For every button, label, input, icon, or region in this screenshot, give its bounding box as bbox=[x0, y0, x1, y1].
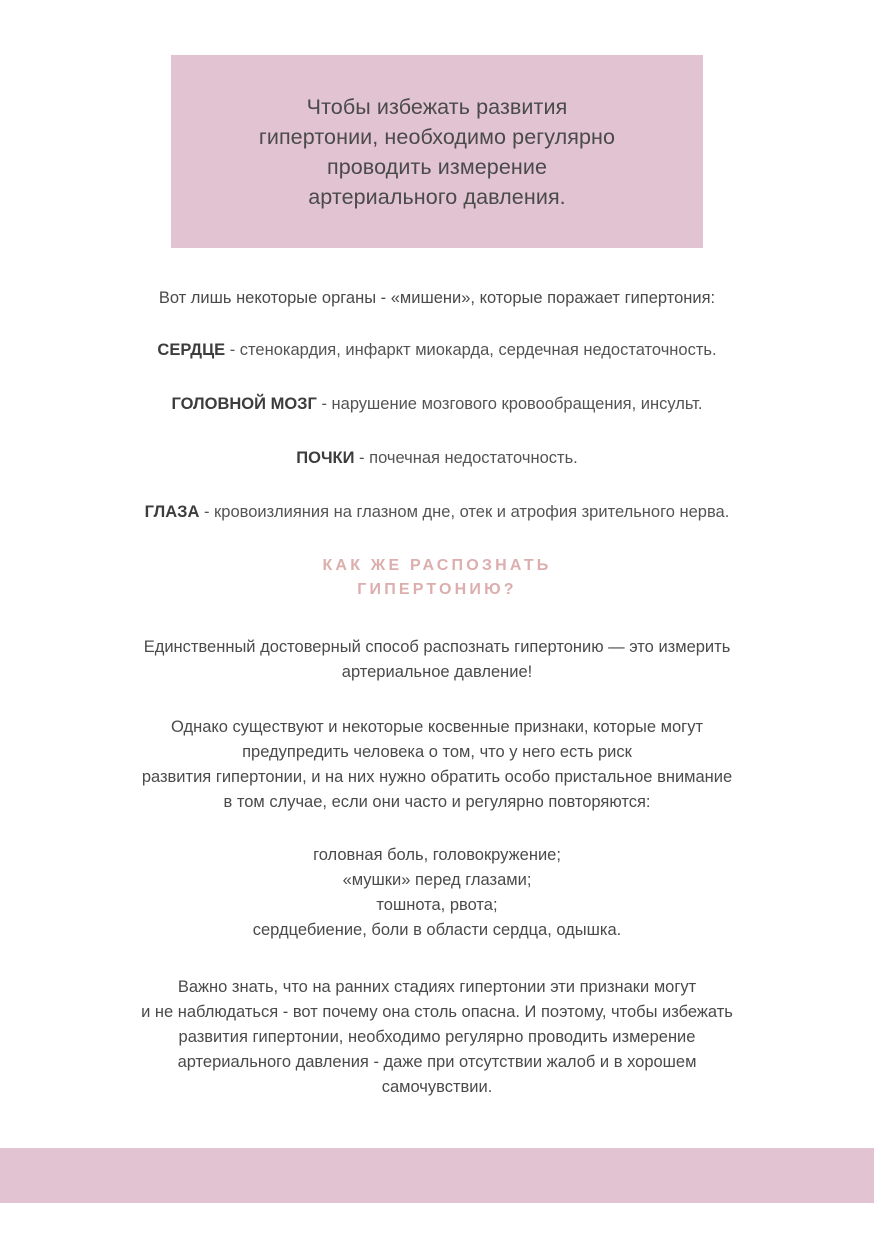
organ-separator-brain: - bbox=[316, 395, 332, 413]
paragraph-signs-line-3: развития гипертонии, и на них нужно обратить особо пристальное внимание bbox=[141, 768, 733, 786]
organ-separator-heart: - bbox=[225, 341, 240, 359]
paragraph-final-line-1: Важно знать, что на ранних стадиях гипертонии эти признаки могут bbox=[177, 978, 697, 996]
header-callout-text bbox=[233, 92, 641, 212]
symptom-item-1: головная боль, головокружение; bbox=[313, 846, 561, 864]
organ-description-eyes: кровоизлияния на глазном дне, отек и атрофия зрительного нерва. bbox=[214, 503, 730, 521]
header-line-1: Чтобы избежать развития bbox=[306, 94, 568, 119]
organ-description-kidneys: почечная недостаточность. bbox=[369, 449, 578, 467]
section-heading bbox=[0, 554, 874, 602]
organ-name-heart: СЕРДЦЕ bbox=[157, 341, 226, 359]
paragraph-signs-line-1: Однако существуют и некоторые косвенные признаки, которые могут bbox=[170, 718, 703, 736]
organ-description-heart: стенокардия, инфаркт миокарда, сердечная недостаточность. bbox=[239, 341, 717, 359]
header-line-3: проводить измерение bbox=[326, 154, 548, 179]
symptom-item-2: «мушки» перед глазами; bbox=[342, 871, 532, 889]
organ-row-eyes bbox=[0, 500, 874, 524]
target-organs-list bbox=[0, 338, 874, 524]
symptoms-list bbox=[0, 843, 874, 943]
header-line-4: артериального давления. bbox=[308, 184, 566, 209]
paragraph-final-line-3: развития гипертонии, необходимо регулярно проводить измерение bbox=[178, 1028, 696, 1046]
organ-row-kidneys bbox=[0, 446, 874, 470]
paragraph-method-line-2: артериальное давление! bbox=[341, 663, 533, 681]
lead-paragraph: Вот лишь некоторые органы - «мишени», которые поражает гипертония: bbox=[158, 289, 716, 307]
organ-separator-kidneys: - bbox=[354, 449, 370, 467]
paragraph-signs-line-2: предупредить человека о том, что у него есть риск bbox=[242, 743, 632, 761]
paragraph-final-line-4: артериального давления - даже при отсутствии жалоб и в хорошем bbox=[177, 1053, 697, 1071]
paragraph-final-line-5: самочувствии. bbox=[381, 1078, 493, 1096]
symptom-item-4: сердцебиение, боли в области сердца, одышка. bbox=[252, 921, 622, 939]
paragraph-signs bbox=[0, 715, 874, 815]
document-body bbox=[0, 248, 874, 1100]
organ-name-eyes: ГЛАЗА bbox=[144, 503, 200, 521]
paragraph-signs-line-4: в том случае, если они часто и регулярно повторяются: bbox=[223, 793, 651, 811]
paragraph-final-line-2: и не наблюдаться - вот почему она столь опасна. И поэтому, чтобы избежать bbox=[141, 1003, 733, 1021]
organ-row-brain bbox=[0, 392, 874, 416]
header-line-2: гипертонии, необходимо регулярно bbox=[258, 124, 616, 149]
bottom-decorative-band bbox=[0, 1148, 874, 1203]
section-heading-line-2: ГИПЕРТОНИЮ? bbox=[357, 581, 517, 598]
organ-description-brain: нарушение мозгового кровообращения, инсульт. bbox=[331, 395, 703, 413]
organ-row-heart bbox=[0, 338, 874, 362]
symptom-item-3: тошнота, рвота; bbox=[376, 896, 498, 914]
paragraph-method-line-1: Единственный достоверный способ распознать гипертонию — это измерить bbox=[143, 638, 731, 656]
organ-name-brain: ГОЛОВНОЙ МОЗГ bbox=[171, 395, 317, 413]
paragraph-final bbox=[0, 975, 874, 1100]
paragraph-method bbox=[0, 635, 874, 685]
organ-name-kidneys: ПОЧКИ bbox=[296, 449, 355, 467]
header-callout-box bbox=[171, 55, 703, 248]
organ-separator-eyes: - bbox=[199, 503, 215, 521]
section-heading-line-1: КАК ЖЕ РАСПОЗНАТЬ bbox=[322, 557, 552, 574]
